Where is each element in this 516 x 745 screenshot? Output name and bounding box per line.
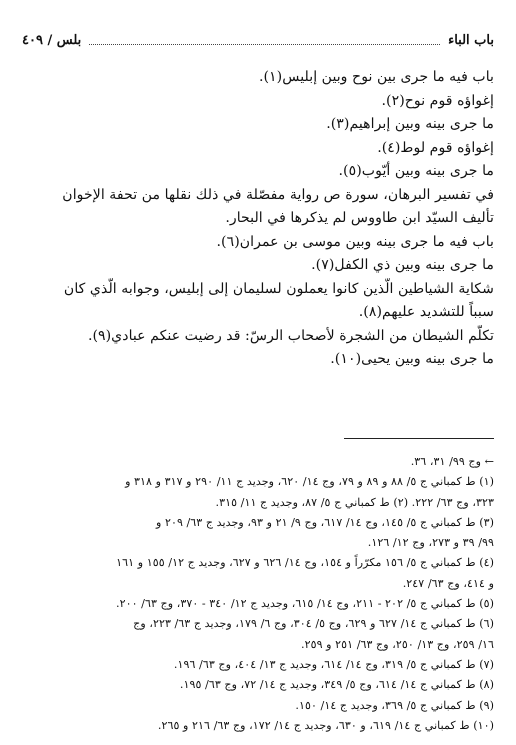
footnote-line: (٣) ط كمباني ج ٥/ ١٤٥، وج ١٤/ ٦١٧، وج ٩/ ٢١ و ٩٣، وجديد ج ٦٣/ ٢٠٩ و bbox=[155, 515, 494, 529]
body-line: شكاية الشياطين الّذين كانوا يعملون لسليمان إلى إبليس، وجوابه الّذي كان bbox=[63, 280, 494, 297]
footnote-line: (٧) ط كمباني ج ٥/ ٣١٩، وج ١٤/ ٦١٤، وجديد ج ١٣/ ٤٠٤، وج ٦٣/ ١٩٦. bbox=[173, 657, 494, 671]
body-text bbox=[22, 66, 494, 372]
footnote-line: (٤) ط كمباني ج ٥/ ١٥٦ مكرّراً و ١٥٤، وج ١٤/ ٦٢٦ و ٦٢٧، وجديد ج ١٢/ ١٥٥ و ١٦١ bbox=[116, 556, 494, 570]
body-line: في تفسير البرهان، سورة ص رواية مفصّلة في ذلك نقلها من تحفة الإخوان bbox=[62, 186, 494, 203]
body-line: تكلّم الشيطان من الشجرة لأصحاب الرسّ: قد رضيت عنكم عبادي(٩). bbox=[87, 327, 494, 344]
footnote-line: ٣٢٣، وج ٦٣/ ٢٢٢. (٢) ط كمباني ج ٥/ ٨٧، وجديد ج ١١/ ٣١٥. bbox=[215, 495, 494, 509]
leader-dots bbox=[89, 44, 440, 45]
body-line: تأليف السيّد ابن طاووس لم يذكرها في البحار. bbox=[225, 210, 494, 226]
body-line: ما جرى بينه وبين أيّوب(٥). bbox=[338, 163, 494, 179]
footnote-line: و ٤١٤، وج ٦٣/ ٢٤٧. bbox=[402, 576, 494, 590]
footnote-line: (١) ط كمباني ج ٥/ ٨٨ و ٨٩ و ٧٩، وج ١٤/ ٦٢٠، وجديد ج ١١/ ٢٩٠ و ٣١٧ و ٣١٨ و bbox=[125, 475, 494, 489]
footnote-line: (٨) ط كمباني ج ١٤/ ٦١٤، وج ٥/ ٣٤٩، وجديد ج ١٤/ ٧٢، وج ٦٣/ ١٩٥. bbox=[179, 678, 494, 692]
body-line: ما جرى بينه وبين يحيى(١٠). bbox=[330, 351, 494, 367]
body-line: إغواؤه قوم نوح(٢). bbox=[381, 92, 494, 109]
footnote-line: (١٠) ط كمباني ج ١٤/ ٦١٩، و ٦٣٠، وجديد ج ١٤/ ١٧٢، وج ٦٣/ ٢١٦ و ٢٦٥. bbox=[157, 718, 494, 732]
running-head bbox=[22, 32, 494, 48]
body-line: باب فيه ما جرى بينه وبين موسى بن عمران(٦). bbox=[216, 233, 494, 250]
body-line: إغواؤه قوم لوط(٤). bbox=[377, 139, 494, 156]
footnote-line: ٩٩/ ٣٩ و ٢٧٣، وج ١٢/ ١٢٦. bbox=[367, 536, 494, 550]
footnote-line: ١٦/ ٢٥٩، وج ١٣/ ٢٥٠، وج ٦٣/ ٢٥١ و ٢٥٩. bbox=[301, 637, 494, 651]
footnote-separator bbox=[344, 438, 494, 439]
body-line: باب فيه ما جرى بين نوح وبين إبليس(١). bbox=[258, 69, 494, 85]
body-line: ما جرى بينه وبين ذي الكفل(٧). bbox=[311, 257, 494, 273]
footnote-line: (٥) ط كمباني ج ٥/ ٢٠٢ - ٢١١، وج ١٤/ ٦١٥، وجديد ج ١٢/ ٣٤٠ - ٣٧٠، وج ٦٣/ ٢٠٠. bbox=[116, 597, 494, 611]
footnote-line: (٩) ط كمباني ج ٥/ ٣٦٩، وجديد ج ١٤/ ١٥٠. bbox=[295, 698, 494, 712]
footnote-line: (٦) ط كمباني ج ١٤/ ٦٢٧ و ٦٢٩، وج ٥/ ٣٠٤، وج ٦/ ١٧٩، وجديد ج ٦٣/ ٢٢٣، وج bbox=[133, 617, 494, 631]
body-line: ما جرى بينه وبين إبراهيم(٣). bbox=[326, 116, 494, 132]
footnote-line: ← وج ٩٩/ ٣١، ٣٦. bbox=[410, 455, 494, 468]
body-line: سبباً للتشديد عليهم(٨). bbox=[358, 304, 494, 320]
entry-and-page-number: بلس / ٤٠٩ bbox=[22, 32, 82, 48]
footnotes bbox=[22, 452, 494, 736]
section-title: باب الباء bbox=[448, 32, 494, 48]
